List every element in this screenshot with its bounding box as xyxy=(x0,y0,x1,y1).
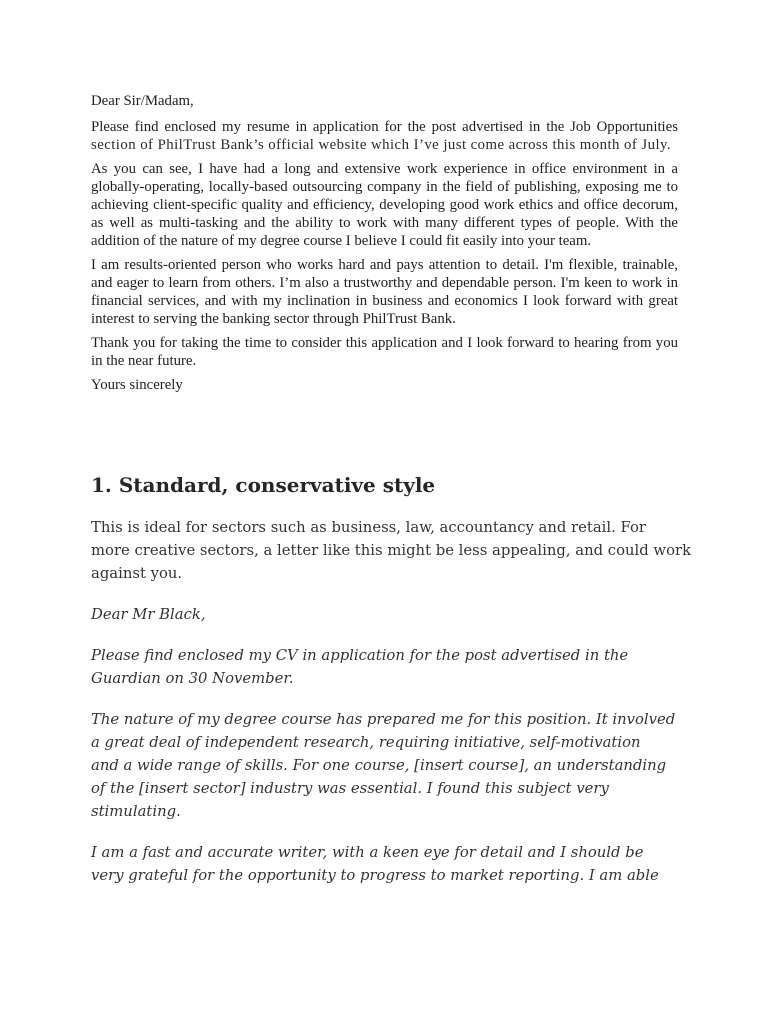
sample-letter xyxy=(91,603,701,887)
sample-line: a great deal of independent research, requiring initiative, self-motivation xyxy=(91,734,641,751)
paragraph-line: as well as multi-tasking and the ability to work with many different types of people. With the xyxy=(91,215,678,231)
sample-line: The nature of my degree course has prepared me for this position. It involved xyxy=(91,711,676,728)
sample-line: Guardian on 30 November. xyxy=(91,670,294,687)
sample-line: Please find enclosed my CV in application for the post advertised in the xyxy=(91,647,629,664)
section-heading: 1. Standard, conservative style xyxy=(91,473,436,497)
cover-letter xyxy=(91,92,678,394)
letter-closing: Yours sincerely xyxy=(91,377,183,393)
letter-paragraph xyxy=(91,118,678,154)
sample-line: I am a fast and accurate writer, with a keen eye for detail and I should be xyxy=(91,844,644,861)
sample-line: very grateful for the opportunity to progress to market reporting. I am able xyxy=(91,867,659,884)
paragraph-line: financial services, and with my inclination in business and economics I look forward with great xyxy=(91,293,678,309)
paragraph-line: interest to serving the banking sector through PhilTrust Bank. xyxy=(91,311,456,327)
style-section xyxy=(91,471,701,887)
letter-salutation: Dear Sir/Madam, xyxy=(91,93,194,109)
intro-line: against you. xyxy=(91,565,183,582)
letter-paragraph xyxy=(91,334,678,370)
sample-salutation-text: Dear Mr Black, xyxy=(91,606,206,623)
paragraph-line: Please find enclosed my resume in application for the post advertised in the Job Opportunities xyxy=(91,119,678,135)
sample-paragraph xyxy=(91,841,701,887)
sample-line: stimulating. xyxy=(91,803,181,820)
paragraph-line: addition of the nature of my degree course I believe I could fit easily into your team. xyxy=(91,233,592,249)
section-intro xyxy=(91,516,701,585)
paragraph-line: Thank you for taking the time to consider this application and I look forward to hearing from you xyxy=(91,335,678,351)
sample-paragraph xyxy=(91,644,701,690)
paragraph-line: I am results-oriented person who works hard and pays attention to detail. I'm flexible, trainable, xyxy=(91,257,678,273)
paragraph-line: and eager to learn from others. I’m also a trustworthy and dependable person. I'm keen to work in xyxy=(91,275,678,291)
paragraph-line: section of PhilTrust Bank’s official website which I’ve just come across this month of July. xyxy=(91,137,672,153)
letter-paragraph xyxy=(91,160,678,250)
intro-line: This is ideal for sectors such as business, law, accountancy and retail. For xyxy=(91,519,646,536)
paragraph-line: in the near future. xyxy=(91,353,197,369)
letter-paragraph xyxy=(91,256,678,328)
sample-line: and a wide range of skills. For one course, [insert course], an understanding xyxy=(91,757,667,774)
sample-line: of the [insert sector] industry was essential. I found this subject very xyxy=(91,780,609,797)
paragraph-line: achieving client-specific quality and efficiency, developing good work ethics and office decorum, xyxy=(91,197,678,213)
sample-paragraph xyxy=(91,708,701,823)
intro-line: more creative sectors, a letter like this might be less appealing, and could work xyxy=(91,542,692,559)
paragraph-line: globally-operating, locally-based outsourcing company in the field of publishing, exposing me to xyxy=(91,179,678,195)
paragraph-line: As you can see, I have had a long and extensive work experience in office environment in a xyxy=(91,161,678,177)
sample-salutation xyxy=(91,603,701,626)
